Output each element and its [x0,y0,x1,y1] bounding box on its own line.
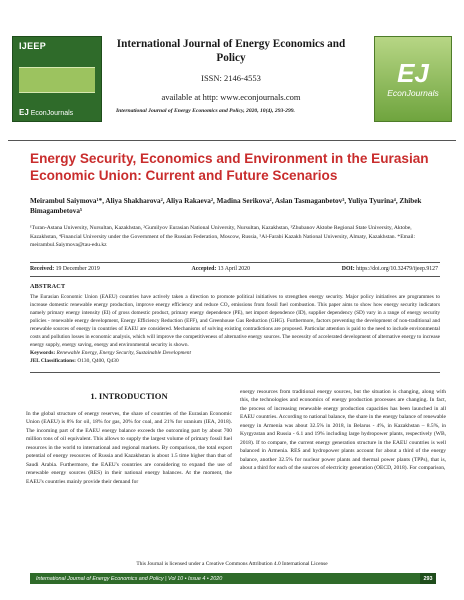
section-heading: 1. INTRODUCTION [90,391,168,401]
econjournals-logo-text: EconJournals [387,88,439,98]
keywords-line: Keywords: Renewable Energy, Energy Security, Sustainable Development [30,350,191,356]
keywords-block [30,349,440,365]
affiliations: ¹Turan-Astana University, Nursultan, Kazakhstan, ²Gumilyov Eurasian National University, Nursultan, Kazakhstan, ³Zhubanov Aktobe Regional State University, Aktobe, Kazakhstan, ⁴Financial University under the Government of the Russian Federation, Moscow, Russia, ⁵Al-Farabi Kazakh National University, Almaty, Kazakhstan. *Email: meirambul.Saiymova@tau-edu.kz [30,225,416,249]
dates-rule-bottom [30,276,440,277]
journal-title: International Journal of Energy Economics and Policy [116,38,346,64]
author-list: Meirambul Saiymova¹*, Aliya Shakharova², Aliya Rakaeva², Madina Serikova², Aslan Tasmaganbetov³, Yuliya Tyurina⁴, Zhibek Bimagambetova⁵ [30,197,422,216]
journal-info [112,38,350,102]
body-column-right: energy resources from traditional energy sources, but the situation is changing, along with this, the technologies and economics of energy production processes are changing. In fact, the process of increasing renewable energy production capacities has been launched in all EAEU countries. According to national balance, the share in the energy balance of renewable energy in Armenia was about 32.5% in 2018, in Belarus - 4%, in Kazakhstan – 8.5%, in Kyrgyzstan and Russia - 6.1 and 19% including large hydropower plants, respectively (WB, 2018). If to compare, the current energy generation structure in the EAEU countries is well balanced in Armenia. RES and hydropower plants account for about a third of the energy balance, another 32.5% for nuclear power plants and thermal power plants (TPPs), that is, about a third for each of the sources of electricity generation (OECD, 2018). For comparison, [240,389,446,472]
journal-header [8,8,456,134]
body-column-left: In the global structure of energy reserves, the share of countries of the Eurasian Economic Union (EAEU) is 8% for oil, 18% for gas, 20% for coal, and 21% for uranium (IEA, 2018). The incoming part of the EAEU energy balance exceeds the outcoming part by about 700 million tons of oil equivalent. This allows to supply the largest volume of primary fossil fuel resources in the world to international and regional markets. By comparison, the total export potential of energy resources of Russia and Kazakhstan is about 1.5 time higher than that of Saudi Arabia. Furthermore, the EAEU's countries are considering to expand the use of renewable energy sources (RES) in their national energy balances. At the moment, the EAEU's countries mainly provide their demand for [26,411,232,485]
citation-line: International Journal of Energy Economics and Policy, 2020, 10(4), 293-299. [116,108,295,114]
accepted-date: Accepted: 13 April 2020 [191,266,250,272]
cover-logo-mark: EJ [19,108,29,117]
cover-logo-title: IJEEP [19,41,47,51]
cover-logo-sub: EconJournals [30,110,74,117]
doi[interactable]: DOI: https://doi.org/10.32479/ijeep.9127 [341,266,438,272]
journal-cover-logo [12,36,102,122]
header-rule [8,140,456,141]
page-number: 293 [420,573,436,584]
cover-logo-footer [19,108,95,117]
received-date: Received: 19 December 2019 [30,266,100,272]
cover-strip [19,67,95,93]
license-notice: This Journal is licensed under a Creative Commons Attribution 4.0 International License [136,561,328,567]
abstract-text: The Eurasian Economic Union (EAEU) countries have actively taken a direction to promote political initiatives to strengthen energy security. Major policy initiatives are programmes to increase domestic renewable energy production, improve energy efficiency and reduce CO₂ emissions from fossil fuel combustion. This paper aims to show how energy security indicators namely primary energy intensity (EI) of gross domestic product, primary energy dependence (PE), net import dependence (ID), supplier dependency (SD) vary in a range of energy security policies - renewable energy development, Energy Efficiency Reduction (EFF), and Greenhouse Gas Reduction (GHG). Furthermore, factors preventing the development of non-traditional and renewable sources of energy in countries of EAEU are considered. Mechanisms of solving existing contradictions are proposed. Particular attention is paid to the need to include environmental costs and pollution losses in economic analysis, which will improve the competitiveness of alternative energy sources. The necessity of accelerated development of alternative energy to increase energy supply, energy saving, energy and environmental security is shown. [30,294,440,349]
jel-line: JEL Classifications: O130, Q400, Q430 [30,358,119,365]
footer-journal: International Journal of Energy Economics and Policy | Vol 10 • Issue 4 • 2020 [36,575,223,582]
abstract-heading: ABSTRACT [30,283,66,290]
article-dates [30,266,438,272]
dates-rule-top [30,262,440,263]
abstract-rule [30,372,440,373]
econjournals-logo-mark: EJ [397,58,429,88]
footer-bar [30,573,436,584]
article-title: Energy Security, Economics and Environment in the Eurasian Economic Union: Current and Future Scenarios [30,151,429,183]
issn: ISSN: 2146-4553 [201,73,261,84]
journal-website[interactable]: available at http: www.econjournals.com [161,92,301,103]
